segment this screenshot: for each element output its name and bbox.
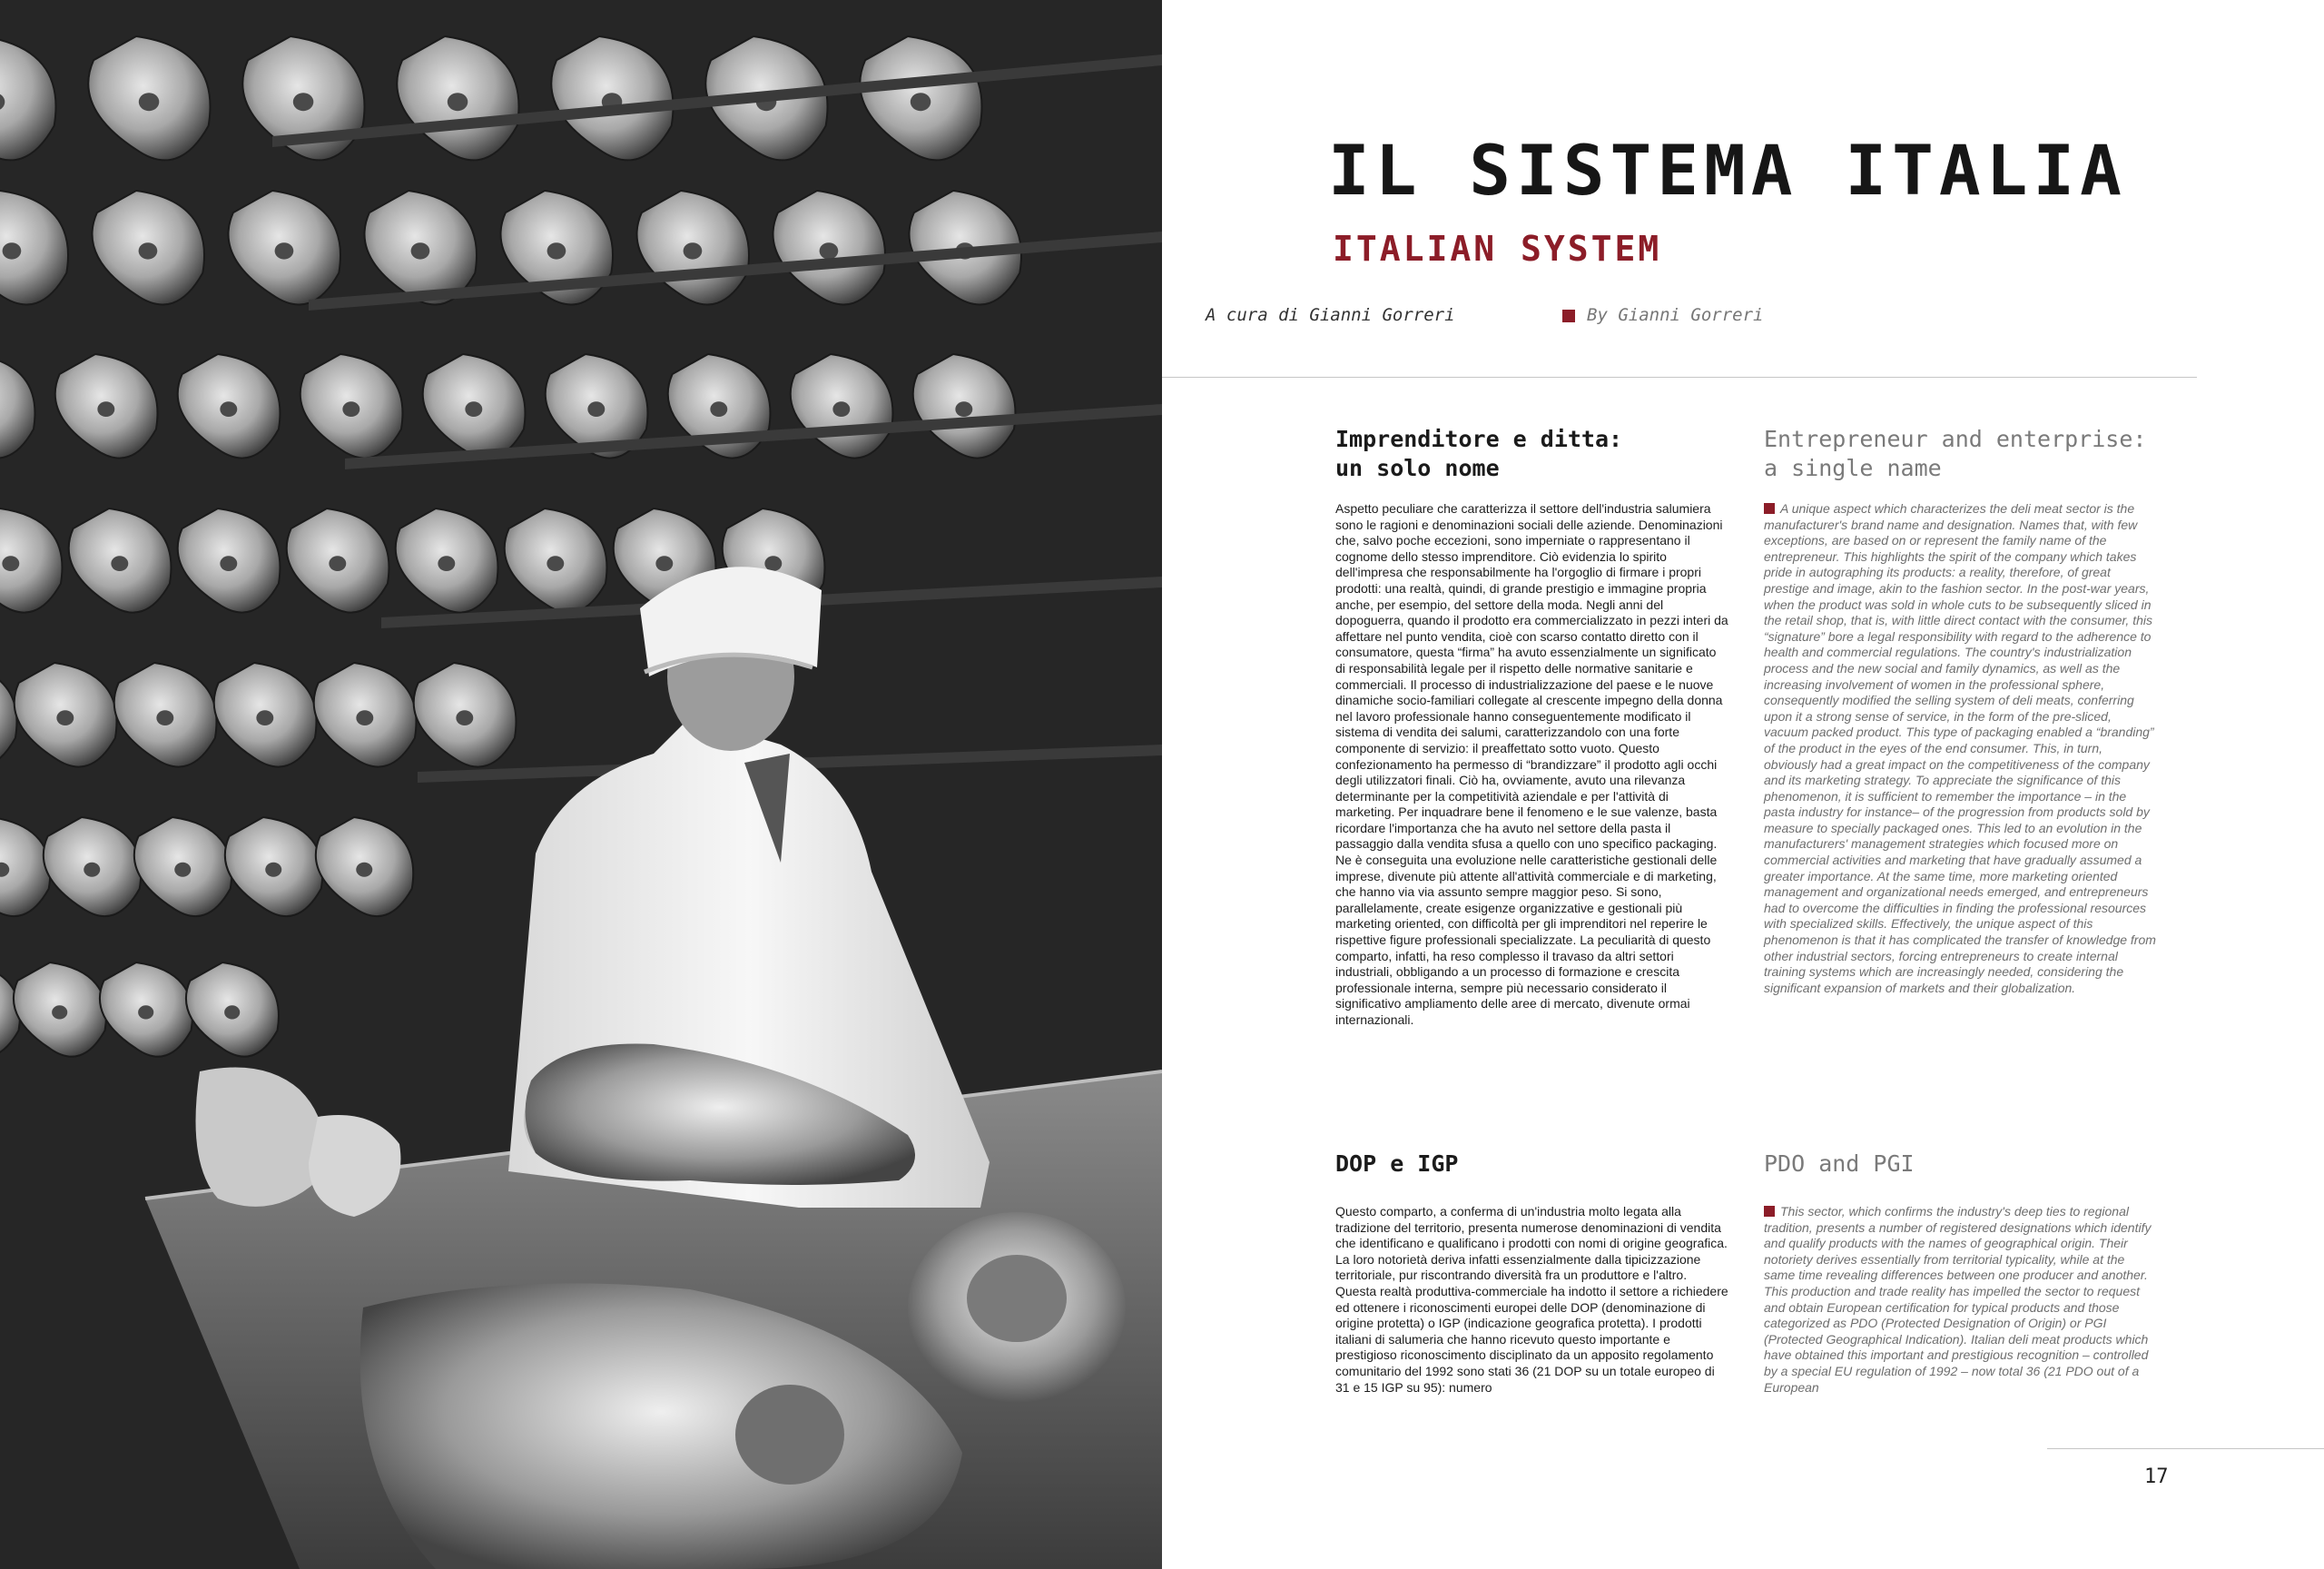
article-page (1162, 0, 2324, 1569)
section-heading (1335, 425, 1729, 483)
section-body: A unique aspect which characterizes the deli meat sector is the manufacturer's brand name and designation. Names that, with few exceptions, are based on or represent the family name of the entrepreneur. This highlights the spirit of the company which takes pride in autographing its products: a reality, therefore, of great prestige and image, akin to the fashion sector. In the post-war years, when the product was sold in whole cuts to be subsequently sliced in the retail shop, that is, with little direct contact with the consumer, this “signature” bore a legal responsibility with regard to the adherence to health and commercial regulations. The country's industrialization process and the new social and family dynamics, as well as the increasing involvement of women in the professional sphere, consequently modified the selling system of deli meats, conferring upon it a strong sense of service, in the form of the pre-sliced, vacuum packed product. This type of packaging enabled a “branding” of the product in the eyes of the end consumer. This, in turn, obviously had a great impact on the competitiveness of the company and its marketing strategy. To appreciate the significance of this phenomenon, it is sufficient to remember the importance – in the pasta industry for instance– of the progression from products sold by measure to specially packaged ones. This led to an evolution in the manufacturers' management strategies which focused more on commercial activities and marketing that have gradually assumed a greater importance. At the same time, more marketing oriented management and organizational needs emerged, and entrepreneurs had to overcome the difficulties in finding the professional resources with specialized skills. Effectively, the unique aspect of this phenomenon is that it has complicated the transfer of knowledge from other industrial sectors, forcing entrepreneurs to create internal training systems which are increasingly needed, considering the significant expansion of markets and their globalization. (1764, 501, 2156, 995)
square-bullet-icon (1562, 310, 1575, 322)
page-subtitle: ITALIAN SYSTEM (1333, 229, 1662, 269)
section-body: This sector, which confirms the industry's deep ties to regional tradition, presents a number of registered designations which identify and qualify products with the names of geographical origin. Their notoriety derives essentially from territorial typicality, while at the same time revealing differences between one producer and another. This production and trade reality has impelled the sector to request and obtain European certification for typical products and those categorized as PDO (Protected Designation of Origin) or PGI (Protected Geographical Indication). Italian deli meat products which have obtained this important and prestigious recognition – controlled by a special EU regulation of 1992 – now total 36 (21 PDO out of a European (1764, 1204, 2152, 1395)
section-english-entrepreneur (1764, 425, 2158, 996)
author-credit-it: A cura di Gianni Gorreri (1206, 305, 1455, 325)
page-title: IL SISTEMA ITALIA (1328, 130, 2127, 211)
square-bullet-icon (1764, 503, 1775, 514)
heading-line-1: Imprenditore e ditta: (1335, 426, 1623, 452)
heading-line-1: Entrepreneur and enterprise: (1764, 426, 2147, 452)
section-italian-dop-igp (1335, 1150, 1729, 1396)
section-body-wrapper (1764, 501, 2158, 996)
heading-line-2: a single name (1764, 455, 1942, 481)
section-heading: DOP e IGP (1335, 1150, 1459, 1177)
header-divider (1162, 377, 2197, 378)
footer-divider (2047, 1448, 2324, 1449)
section-body: Aspetto peculiare che caratterizza il settore dell'industria salumiera sono le ragioni e denominazioni sociali delle aziende. Denominazioni che, salvo poche eccezioni, sono imperniate o rappresentano il cognome dello stesso imprenditore. Ciò evidenzia lo spirito dell'impresa che responsabilmente ha l'orgoglio di firmare i propri prodotti: una realtà, quindi, di grande prestigio e immagine propria anche, per esempio, del settore della moda. Negli anni del dopoguerra, quando il prodotto era commercializzato in pezzi interi da affettare nel punto vendita, cioè con scarso contatto diretto con il consumatore, questa “firma” ha avuto essenzialmente un significato di responsabilità legale per il rispetto delle normative sanitarie e commerciali. Il processo di industrializzazione del paese e le nuove dinamiche socio-familiari collegate al crescente impegno della donna nel lavoro professionale hanno conseguentemente modificato il sistema di vendita dei salumi, caratterizzandolo con una forte componente di servizio: il preaffettato sotto vuoto. Questo confezionamento ha permesso di “brandizzare” il prodotto agli occhi degli utilizzatori finali. Ciò ha, ovviamente, avuto una rilevanza determinante per la competitività aziendale e per l'attività di marketing. Per inquadrare bene il fenomeno e le sue valenze, basta ricordare l'importanza che ha avuto nel settore della pasta il passaggio dalla vendita sfusa a quello con uno specifico packaging. Ne è conseguita una evoluzione nelle caratteristiche gestionali delle imprese, divenute più attente all'attività commerciale e di marketing, che hanno via via assunto sempre maggior peso. Si sono, parallelamente, create esigenze organizzative e gestionali più marketing oriented, con difficoltà per gli imprenditori nel reperire le rispettive figure professionali specializzate. La peculiarità di questo comparto, infatti, ha reso complesso il travaso da altri settori industriali, obbligando a un processo di formazione e crescita professionale interna, sempre più necessario considerato il significativo ampliamento delle aree di mercato, divenute ormai internazionali. (1335, 501, 1728, 1027)
section-body-wrapper (1764, 1204, 2158, 1396)
section-body: Questo comparto, a conferma di un'industria molto legata alla tradizione del territorio, presenta numerose denominazioni di vendita che identificano e qualificano i prodotti con nomi di origine geografica. La loro notorietà deriva infatti essenzialmente dalla tipicizzazione territoriale, pur riscontrando diversità fra un produttore e l'altro. Questa realtà produttiva-commerciale ha indotto il settore a richiedere ed ottenere i riconoscimenti europei delle DOP (denominazione di origine protetta) o IGP (indicazione geografica protetta). I prodotti italiani di salumeria che hanno ricevuto questo importante e prestigioso riconoscimento disciplinato da un apposito regolamento comunitario del 1992 sono stati 36 (21 DOP su un totale europeo di 31 e 15 IGP su 95): numero (1335, 1204, 1728, 1395)
page-number: 17 (2144, 1465, 2169, 1488)
heading-line-2: un solo nome (1335, 455, 1500, 481)
section-heading (1764, 425, 2158, 483)
section-english-pdo-pgi (1764, 1150, 2158, 1396)
section-heading: PDO and PGI (1764, 1150, 1915, 1177)
author-credit-en: By Gianni Gorreri (1587, 305, 1764, 325)
square-bullet-icon (1764, 1206, 1775, 1217)
section-italian-entrepreneur (1335, 425, 1729, 1029)
